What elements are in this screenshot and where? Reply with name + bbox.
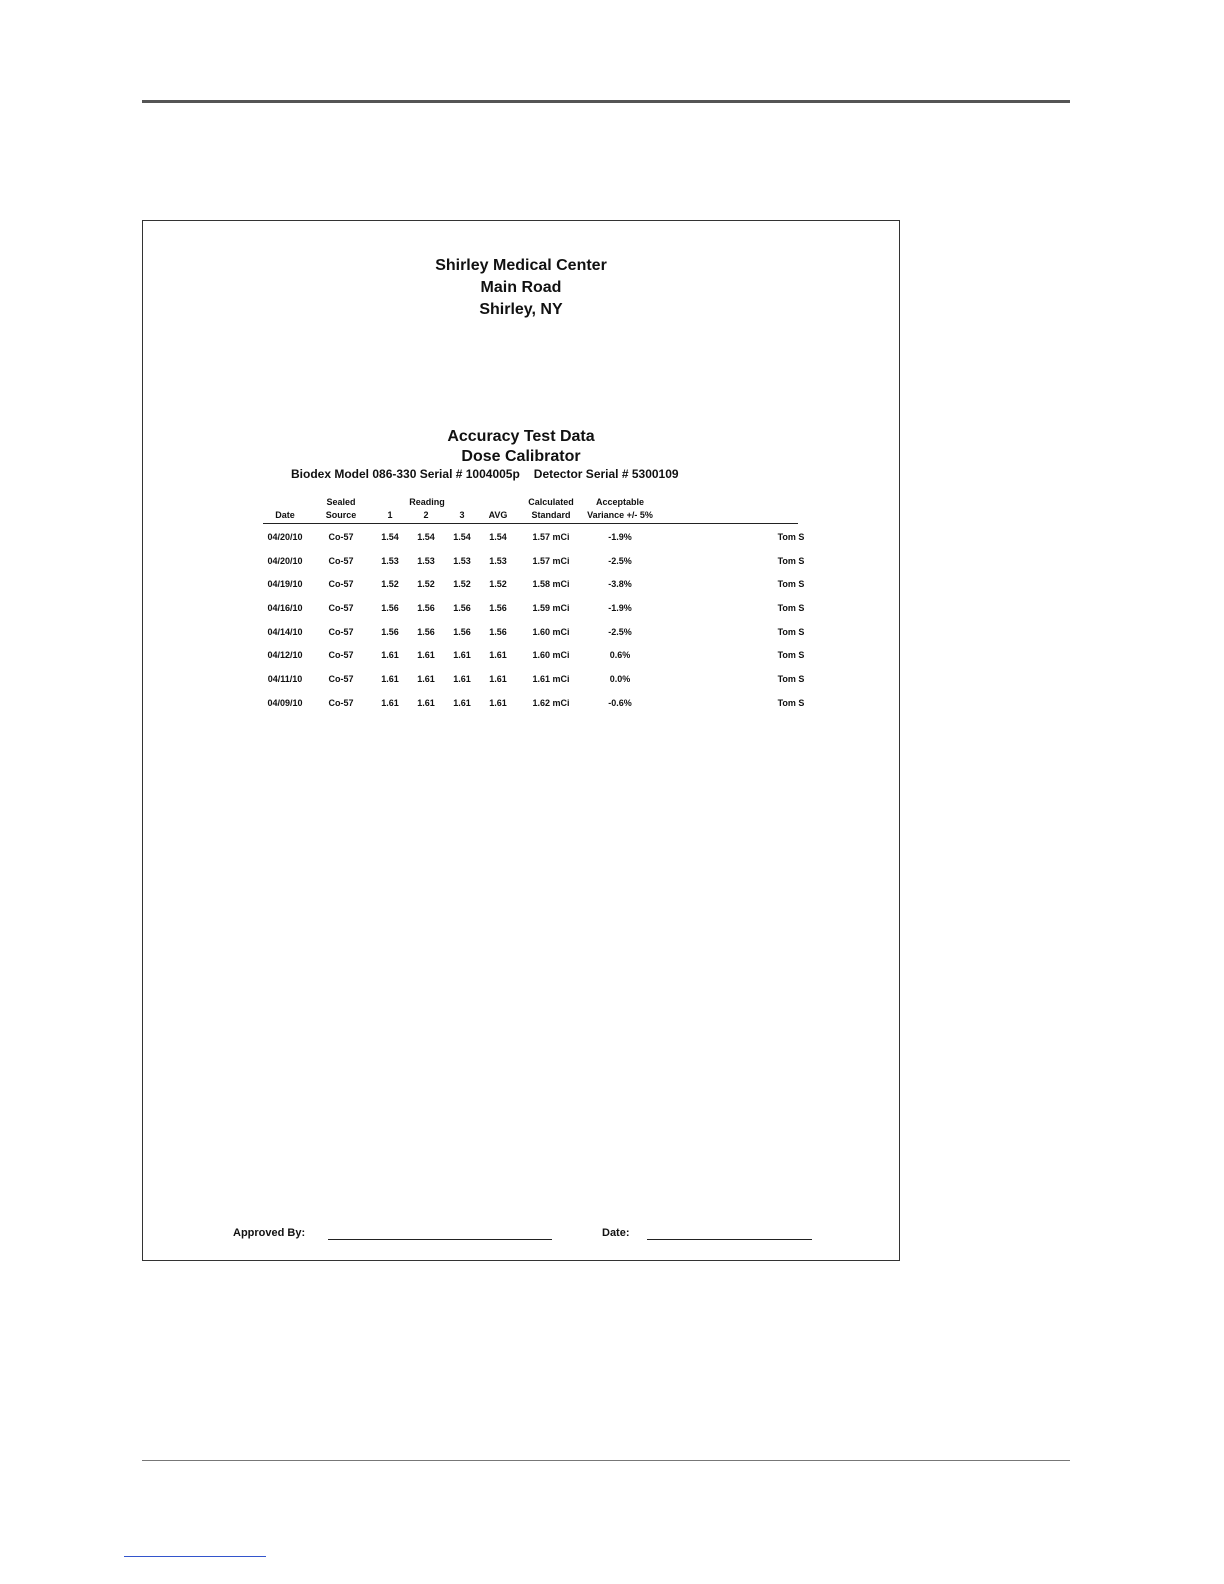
header-reading-1: 1 <box>387 510 393 520</box>
header-reading: Reading <box>409 497 445 507</box>
table-header <box>263 497 798 524</box>
cell-by: Tom S <box>777 579 805 590</box>
cell-r1: 1.54 <box>381 532 399 542</box>
cell-r2: 1.56 <box>417 626 435 637</box>
cell-avg: 1.56 <box>489 603 507 614</box>
cell-std: 1.57 mCi <box>532 532 570 542</box>
table-row <box>263 571 805 595</box>
cell-date: 04/16/10 <box>267 603 303 614</box>
detector-serial: Detector Serial # 5300109 <box>533 467 679 481</box>
cell-source: Co-57 <box>328 650 354 661</box>
cell-r2: 1.56 <box>417 603 435 614</box>
cell-var: -1.9% <box>608 603 632 614</box>
cell-r3: 1.56 <box>453 626 471 637</box>
date-label: Date: <box>602 1227 630 1239</box>
report-title-block <box>143 427 899 467</box>
cell-by: Tom S <box>777 532 805 542</box>
cell-var: 0.6% <box>609 650 631 661</box>
cell-by: Tom S <box>777 626 805 637</box>
cell-r3: 1.54 <box>453 532 471 542</box>
cell-std: 1.60 mCi <box>532 626 570 637</box>
cell-by: Tom S <box>777 674 805 685</box>
cell-std: 1.57 mCi <box>532 555 570 566</box>
header-standard-top: Calculated <box>528 497 574 507</box>
cell-r1: 1.56 <box>381 626 399 637</box>
cell-r3: 1.52 <box>453 579 471 590</box>
cell-source: Co-57 <box>328 555 354 566</box>
cell-r3: 1.61 <box>453 674 471 685</box>
cell-r2: 1.61 <box>417 674 435 685</box>
header-variance-top: Acceptable <box>595 497 645 507</box>
facility-name: Shirley Medical Center <box>435 257 607 274</box>
facility-city: Shirley, NY <box>479 301 563 318</box>
cell-date: 04/12/10 <box>267 650 303 661</box>
cell-r1: 1.61 <box>381 650 399 661</box>
cell-r1: 1.61 <box>381 697 399 708</box>
cell-by: Tom S <box>777 650 805 661</box>
report-title: Accuracy Test Data <box>447 428 595 445</box>
cell-date: 04/19/10 <box>267 579 303 590</box>
footer-rule <box>142 1460 1070 1461</box>
cell-std: 1.58 mCi <box>532 579 570 590</box>
cell-r2: 1.54 <box>417 532 435 542</box>
cell-date: 04/20/10 <box>267 555 303 566</box>
date-line[interactable] <box>647 1239 812 1240</box>
cell-r2: 1.61 <box>417 697 435 708</box>
cell-avg: 1.61 <box>489 697 507 708</box>
cell-by: Tom S <box>777 555 805 566</box>
table-row <box>263 595 805 619</box>
header-avg: AVG <box>488 510 508 520</box>
cell-date: 04/20/10 <box>267 532 303 542</box>
header-reading-3: 3 <box>459 510 465 520</box>
table-row <box>263 548 805 572</box>
cell-date: 04/11/10 <box>267 674 303 685</box>
cell-var: 0.0% <box>609 674 631 685</box>
cell-source: Co-57 <box>328 603 354 614</box>
cell-r1: 1.56 <box>381 603 399 614</box>
cell-by: Tom S <box>777 603 805 614</box>
cell-source: Co-57 <box>328 579 354 590</box>
header-standard-bottom: Standard <box>531 510 571 520</box>
cell-avg: 1.53 <box>489 555 507 566</box>
table-row <box>263 690 805 714</box>
cell-source: Co-57 <box>328 532 354 542</box>
cell-r2: 1.52 <box>417 579 435 590</box>
cell-var: -2.5% <box>608 626 632 637</box>
cell-std: 1.60 mCi <box>532 650 570 661</box>
cell-avg: 1.54 <box>489 532 507 542</box>
cell-std: 1.62 mCi <box>532 697 570 708</box>
cell-avg: 1.61 <box>489 674 507 685</box>
table-row <box>263 619 805 643</box>
cell-source: Co-57 <box>328 697 354 708</box>
cell-source: Co-57 <box>328 626 354 637</box>
approved-by-label: Approved By: <box>233 1227 306 1239</box>
cell-by: Tom S <box>777 697 805 708</box>
cell-std: 1.59 mCi <box>532 603 570 614</box>
header-rule <box>142 100 1070 103</box>
approved-by-line[interactable] <box>328 1239 552 1240</box>
cell-r3: 1.61 <box>453 697 471 708</box>
header-source-top: Sealed <box>326 497 356 507</box>
cell-var: -3.8% <box>608 579 632 590</box>
cell-r3: 1.61 <box>453 650 471 661</box>
footnote-separator <box>124 1556 266 1557</box>
cell-r2: 1.53 <box>417 555 435 566</box>
cell-avg: 1.52 <box>489 579 507 590</box>
cell-var: -2.5% <box>608 555 632 566</box>
equipment-serials <box>291 467 679 481</box>
cell-date: 04/14/10 <box>267 626 303 637</box>
cell-var: -1.9% <box>608 532 632 542</box>
table-row <box>263 666 805 690</box>
cell-date: 04/09/10 <box>267 697 303 708</box>
table-body <box>263 524 805 714</box>
table-row <box>263 524 805 548</box>
cell-avg: 1.56 <box>489 626 507 637</box>
header-variance-bottom: Variance +/- 5% <box>587 510 653 520</box>
header-source-bottom: Source <box>325 510 357 520</box>
cell-r2: 1.61 <box>417 650 435 661</box>
table-row <box>263 642 805 666</box>
accuracy-table <box>263 497 805 714</box>
cell-r1: 1.61 <box>381 674 399 685</box>
header-reading-2: 2 <box>423 510 429 520</box>
report-subtitle: Dose Calibrator <box>461 448 581 465</box>
cell-var: -0.6% <box>608 697 632 708</box>
header-date: Date <box>275 510 295 520</box>
cell-std: 1.61 mCi <box>532 674 570 685</box>
scanned-form <box>142 220 900 1261</box>
facility-header <box>143 255 899 321</box>
cell-r1: 1.52 <box>381 579 399 590</box>
cell-r1: 1.53 <box>381 555 399 566</box>
cell-source: Co-57 <box>328 674 354 685</box>
facility-street: Main Road <box>480 279 562 296</box>
cell-r3: 1.56 <box>453 603 471 614</box>
model-serial: Biodex Model 086-330 Serial # 1004005p <box>291 467 520 481</box>
cell-r3: 1.53 <box>453 555 471 566</box>
cell-avg: 1.61 <box>489 650 507 661</box>
